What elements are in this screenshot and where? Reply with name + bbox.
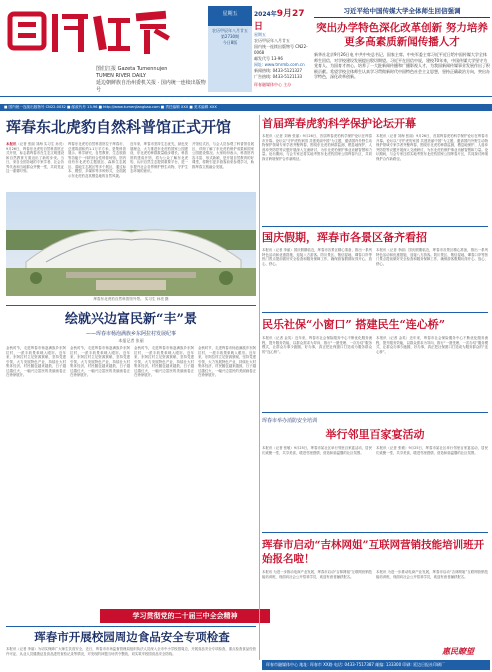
right-article-3-title: 民乐社保“小窗口” 搭建民生“连心桥” (262, 318, 446, 331)
date-ad-hotline: 广告热线: 0433-5121133 (254, 74, 303, 79)
right-divider-1 (262, 226, 488, 227)
bottom-article-body: 本报讯（记者 李丽）为切实保障广大师生饮食安全，近日，珲春市市场监督管理局组织执法人员深入全市中小学校园周边，开展食品安全专项检查，重点检查食品经营许可证、从业人员健康证及食品进货查验记录等情况，对发现的问题当场责令整改，切实筑牢校园食品安全防线。 (6, 647, 256, 656)
feature-col-3: 金秋时节，走进珲春市杨泡满族乡东阿拉村，一派丰收景象映入眼帘。近年来，东阿拉村立足资源禀赋，坚持党建引领，大力发展特色产业，持续壮大村集体经济，村民腰包越来越鼓，日子越过越红火，一幅兴边富民的美丽画卷正在徐徐展开。 (134, 346, 194, 377)
column-divider (259, 115, 260, 660)
right-article-4-title: 举行邻里百家宴活动 (325, 428, 425, 441)
masthead-divider (0, 96, 492, 97)
feature-subtitle: ——珲春市杨泡满族乡东阿拉村发展纪事 (85, 331, 176, 337)
top-story-title: 突出办学特色深化改革创新 努力培养更多高素质新闻传播人才 (316, 22, 488, 48)
right-article-2-col-1: 本报讯（记者 李丽）国庆假期临近，珲春市各景区精心准备，推出一系列特色活动和优惠措施，迎接八方游客。防川景区、敬信湿地、琿春口岸等热门景点提前做好安全检查和服务保障工作，确保游客假期玩得开心、放心、舒心。 (262, 248, 372, 266)
right-article-4-col-1: 本报讯（记者 张敏）9月25日，珲春市某社区举行邻里百家宴活动，居民们欢聚一堂，共享美食，增进邻里感情，营造和谐温馨的社区氛围。 (262, 446, 372, 455)
main-headline: 珲春东北虎豹自然科普馆正式开馆 (6, 118, 232, 136)
right-article-5-col-1: 本报讯 为进一步推动电商产业发展，珲春市启动“吉林网姐”互联网营销技能培训班，现面向社会公开招募学员，欢迎有意者踊跃报名。 (262, 570, 372, 579)
masthead-subtitle: 图们江报 Gazeta Tumennujen TUMEN RIVER DAILY 延边朝鲜族自治州委机关报 · 国内统一连续出版物号 (96, 66, 206, 93)
right-article-1-col-1: 本报讯（记者 刘海 张丽）9月26日，首届珲春虎豹科学保护论坛在珲春市开幕。论坛以“守护虎豹家园 共建美丽中国”为主题，邀请国内外野生动物保护领域专家学者齐聚珲春，围绕东北虎豹种群监测、栖息地保护、人兽冲突防控等议题开展深入交流研讨，为东北虎豹保护事业贡献智慧和力量。论坛期间，与会专家还将实地考察东北虎豹国家公园珲春片区，共同探讨跨境保护合作新路径。 (262, 134, 372, 161)
date-website: 网址: www.tmrmb.com.cn (254, 62, 305, 67)
right-divider-2 (262, 312, 488, 313)
main-article-col-4: 开馆仪式后，与会人员参观了科普馆各展区，详细了解了东北虎豹保护成果和国家公园建设情况。大家纷纷表示，科普馆内容丰富、形式新颖，是开展自然教育的好课堂，将吸引更多游客前来参观学习，助推珲春文旅融合发展。 (192, 142, 254, 169)
date-block (254, 6, 312, 92)
feature-byline: 本报记者 张丽 (118, 338, 144, 343)
main-article-col-2: 珲春东北虎豹自然科普馆位于珲春市，总建筑面积约1.1万平方米，是集科普展示、科学研究、自然教育、生态旅游等功能于一体的综合性科普场馆。馆内设有东北虎豹主题展区、森林生态展区、湿地生态展区等多个展区，通过标本、模型、多媒体等多种形式，全面展示东北虎豹及其栖息地的自然风貌。 (68, 142, 126, 178)
date-lunar: 农历甲辰年八月廿五 (254, 38, 290, 43)
feature-col-4: 金秋时节，走进珲春市杨泡满族乡东阿拉村，一派丰收景象映入眼帘。近年来，东阿拉村立足资源禀赋，坚持党建引领，大力发展特色产业，持续壮大村集体经济，村民腰包越来越鼓，日子越过越红火，一幅兴边富民的美丽画卷正在徐徐展开。 (198, 346, 256, 377)
right-article-4-col-2: 本报讯（记者 张敏）9月25日，珲春市某社区举行邻里百家宴活动，居民们欢聚一堂，共享美食，增进邻里感情，营造和谐温馨的社区氛围。 (376, 446, 488, 455)
date-postal-code: 邮发代号 13-96 (254, 56, 283, 61)
photo-divider (6, 305, 256, 306)
right-article-5-col-2: 本报讯 为进一步推动电商产业发展，珲春市启动“吉林网姐”互联网营销技能培训班，现面向社会公开招募学员，欢迎有意者踊跃报名。 (376, 570, 488, 579)
issue-weekday: 星期五 (208, 6, 252, 26)
top-story-body: 新华社北京9月26日电 中共中央总书记、国家主席、中央军委主席习近平近日给中国传媒大学全体师生回信，对学校建设发展提出殷切期望。习近平在回信中说，建校70年来，中国传媒大学坚守为党育人、为国育才初心，培养了一大批新闻传播和广播影视人才，为我国新闻传媒事业发展作出了积极贡献。希望学校全体师生认真学习贯彻新时代中国特色社会主义思想，坚持正确政治方向，突出办学特色，深化改革创新。 (314, 52, 490, 80)
top-story-kicker: 习近平给中国传媒大学全体师生回信强调 (314, 6, 490, 18)
right-article-1-col-2: 本报讯（记者 刘海 张丽）9月26日，首届珲春虎豹科学保护论坛在珲春市开幕。论坛以“守护虎豹家园 共建美丽中国”为主题，邀请国内外野生动物保护领域专家学者齐聚珲春，围绕东北虎豹种群监测、栖息地保护、人兽冲突防控等议题开展深入交流研讨，为东北虎豹保护事业贡献智慧和力量。论坛期间，与会专家还将实地考察东北虎豹国家公园珲春片区，共同探讨跨境保护合作新路径。 (376, 134, 488, 161)
right-divider-4 (262, 532, 488, 533)
photo-caption: 珲春东北虎豹自然科普馆外景。 实习生 孙亮 摄 (93, 297, 169, 301)
bottom-headline: 珲春市开展校园周边食品安全专项检查 (34, 630, 230, 644)
newspaper-logo (4, 8, 180, 64)
date-news-hotline: 新闻热线: 0433-5121327 (254, 68, 303, 73)
date-weekday: 星期五 (254, 32, 266, 37)
right-article-2-title: 国庆假期，珲春市各景区备齐看招 (262, 231, 427, 244)
masthead (0, 0, 492, 94)
issue-info-box (208, 6, 252, 92)
date-cn-number: 国内统一连续出版物号 CN22-0068 (254, 44, 308, 55)
right-article-1-title: 首届珲春虎豹科学保护论坛开幕 (262, 117, 416, 130)
right-article-2-col-2: 本报讯（记者 李丽）国庆假期临近，珲春市各景区精心准备，推出一系列特色活动和优惠措施，迎接八方游客。防川景区、敬信湿地、琿春口岸等热门景点提前做好安全检查和服务保障工作，确保游客假期玩得开心、放心、舒心。 (376, 248, 488, 266)
top-story (314, 6, 490, 92)
page-footer: 珲春市融媒体中心 地址: 珲春市 XX路 电话: 0433-7517387 邮编: 133300 印刷: 延边日报社印刷厂 (262, 660, 490, 670)
right-article-3-col-1: 本报讯（记者 金英）近年来，珲春市社会保险服务中心不断优化服务流程，提升服务效能，以群众需求为导向，推行“一窗受理、一次办结”服务模式，让群众办事少跑腿、好办事，真正把社保窗口打造成为服务群众的“连心桥”。 (262, 336, 372, 354)
feature-col-2: 金秋时节，走进珲春市杨泡满族乡东阿拉村，一派丰收景象映入眼帘。近年来，东阿拉村立足资源禀赋，坚持党建引领，大力发展特色产业，持续壮大村集体经济，村民腰包越来越鼓，日子越过越红火，一幅兴边富民的美丽画卷正在徐徐展开。 (70, 346, 130, 377)
right-article-3-col-2: 本报讯（记者 金英）近年来，珲春市社会保险服务中心不断优化服务流程，提升服务效能，以群众需求为导向，推行“一窗受理、一次办结”服务模式，让群众办事少跑腿、好办事，真正把社保窗口打造成为服务群众的“连心桥”。 (376, 336, 488, 354)
feature-col-1: 金秋时节，走进珲春市杨泡满族乡东阿拉村，一派丰收景象映入眼帘。近年来，东阿拉村立足资源禀赋，坚持党建引领，大力发展特色产业，持续壮大村集体经济，村民腰包越来越鼓，日子越过越红火，一幅兴边富民的美丽画卷正在徐徐展开。 (6, 346, 66, 377)
science-museum-photo (6, 192, 256, 296)
ad-logo: 惠民瞭望 (442, 647, 474, 656)
issue-details: 农历甲辰年八月廿五 第2730期 今日8版 (212, 28, 248, 45)
red-banner: 学习贯彻党的二十届三中全会精神 (100, 609, 270, 623)
right-divider-3 (262, 412, 488, 413)
publication-date: 2024年9月27日 (254, 9, 305, 32)
feature-title: 绘就兴边富民新“丰”景 (65, 312, 197, 327)
main-article-col-1: 本报讯（记者 张丽 刘海 实习生 孙亮）9月26日，珲春东北虎豹自然科普馆正式开馆，标志着珲春市在生态文明建设和自然教育方面迈出了新的步伐。当日，来自全国各地的专家学者、社会各界代表和当地群众齐聚一堂，共同见证这一重要时刻。 (6, 142, 64, 173)
info-strip: ■ 国内统一连续出版物号 CN22-0032 ■ 邮政代号 13-96 ■ http://www.tumenjiangbao.com ■ 责任编辑 XXX ■ 美术编辑 XXX (0, 104, 492, 111)
right-article-4-kicker: 珲春市举办消防安全培训 (262, 418, 318, 424)
main-article-col-3: 近年来，珲春市坚持生态优先、绿色发展理念，大力推进东北虎豹国家公园建设，东北虎豹种群数量稳步增长。科普馆的建成开馆，将为公众了解东北虎豹、认识自然生态提供重要平台，进一步提升社会各界保护野生动物、守护生态环境的意识。 (130, 142, 188, 173)
right-article-5-title: 珲春市启动“吉林网姐”互联网营销技能培训班开始报名啦！ (262, 539, 485, 565)
date-publisher: 珲春融媒体中心 主办 (254, 82, 292, 87)
bottom-divider (6, 626, 256, 627)
